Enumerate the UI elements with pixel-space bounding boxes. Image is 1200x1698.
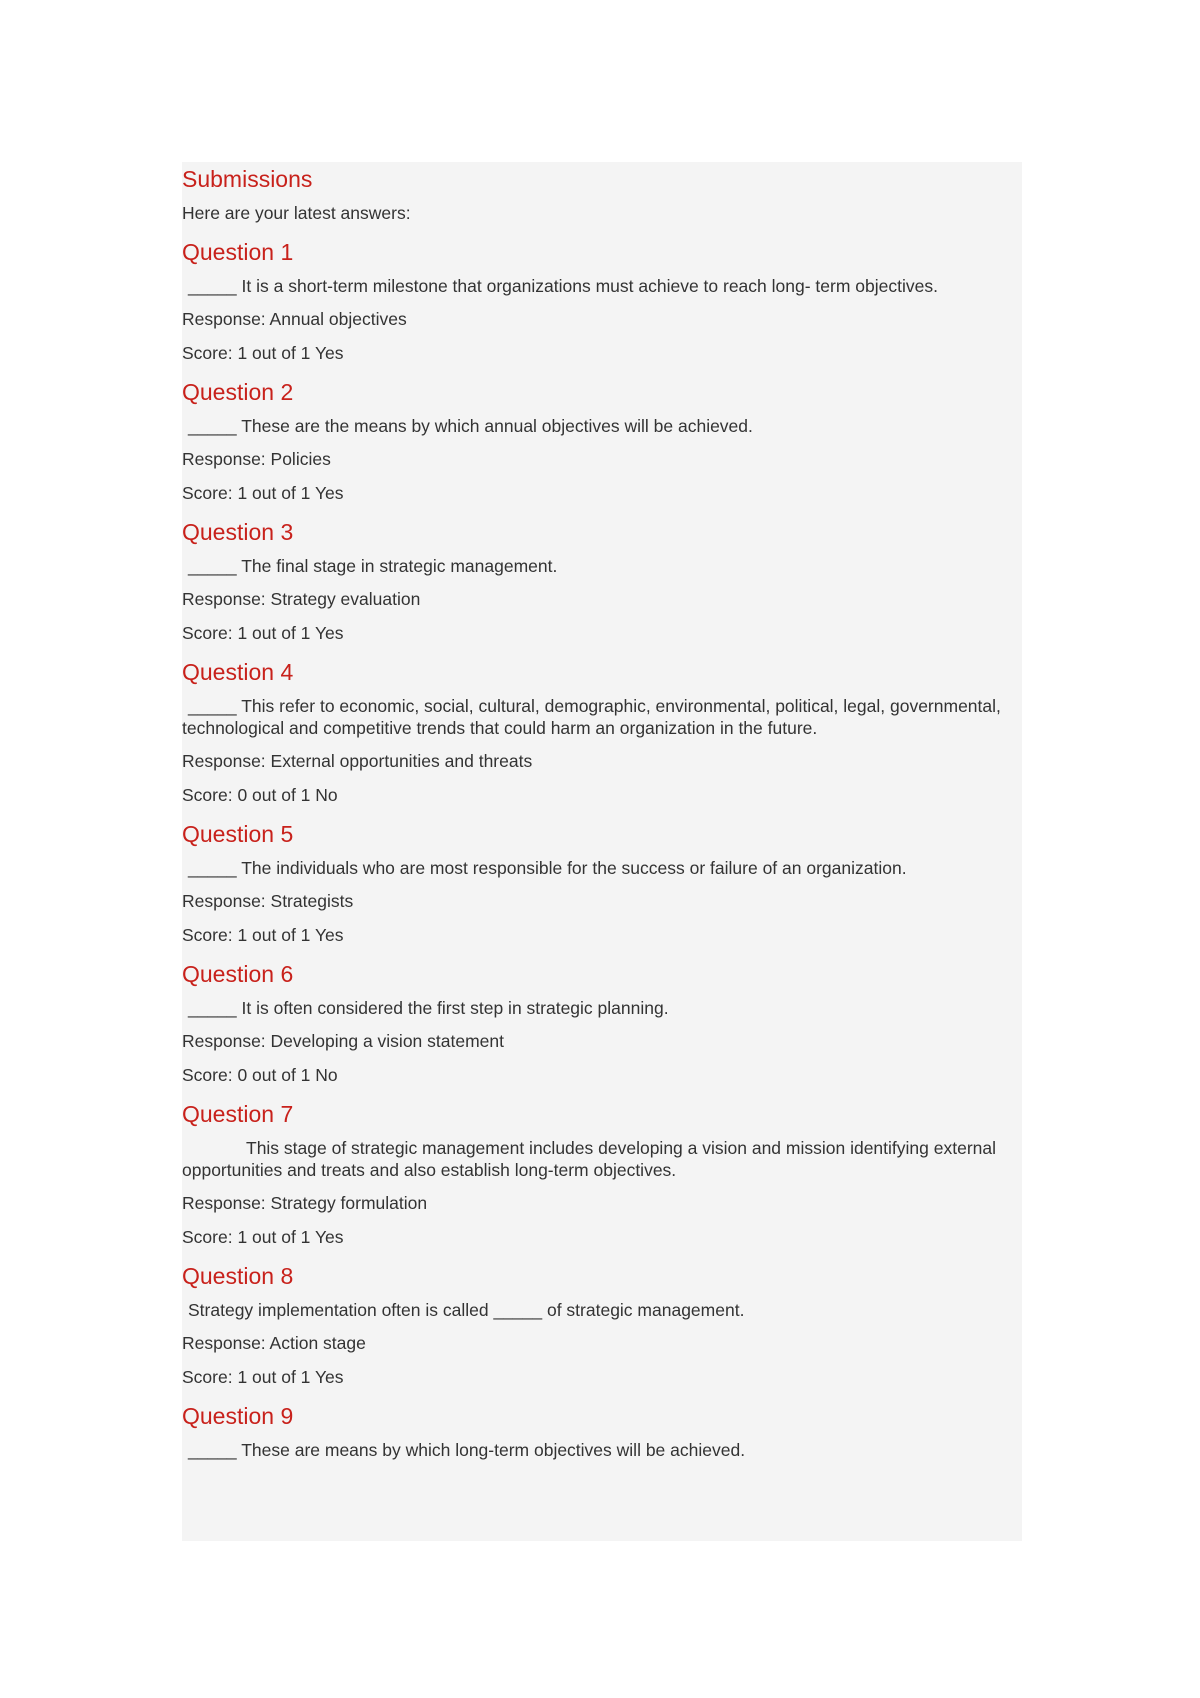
question-response: Response: Annual objectives <box>182 309 407 329</box>
question-title: Question 4 <box>182 659 294 685</box>
question-title: Question 7 <box>182 1101 294 1127</box>
question-text: _____ These are means by which long-term objectives will be achieved. <box>188 1440 746 1460</box>
question-8 <box>182 1262 1022 1388</box>
question-response: Response: Strategy formulation <box>182 1193 428 1213</box>
question-title: Question 8 <box>182 1263 294 1289</box>
question-title: Question 6 <box>182 961 294 987</box>
question-text: _____ It is often considered the first step in strategic planning. <box>188 998 669 1018</box>
question-6 <box>182 960 1022 1086</box>
question-response: Response: Action stage <box>182 1333 366 1353</box>
submissions-panel <box>182 162 1022 1541</box>
question-response: Response: Policies <box>182 449 331 469</box>
question-text: This stage of strategic management includes developing a vision and mission identifying external opportunities and treats and also establish long-term objectives. <box>182 1138 997 1180</box>
question-2 <box>182 378 1022 504</box>
question-3 <box>182 518 1022 644</box>
question-score: Score: 0 out of 1 No <box>182 785 338 805</box>
question-title: Question 9 <box>182 1403 294 1429</box>
question-score: Score: 1 out of 1 Yes <box>182 925 344 945</box>
question-score: Score: 1 out of 1 Yes <box>182 343 344 363</box>
question-response: Response: Strategists <box>182 891 354 911</box>
question-score: Score: 1 out of 1 Yes <box>182 1227 344 1247</box>
question-text: _____ These are the means by which annual objectives will be achieved. <box>188 416 753 436</box>
question-title: Question 1 <box>182 239 294 265</box>
question-response: Response: Strategy evaluation <box>182 589 421 609</box>
question-text: _____ It is a short-term milestone that organizations must achieve to reach long- term objectives. <box>188 276 938 296</box>
question-response: Response: External opportunities and threats <box>182 751 533 771</box>
question-score: Score: 1 out of 1 Yes <box>182 1367 344 1387</box>
intro-text: Here are your latest answers: <box>182 203 411 223</box>
question-title: Question 2 <box>182 379 294 405</box>
question-text: Strategy implementation often is called _____ of strategic management. <box>188 1300 745 1320</box>
question-title: Question 5 <box>182 821 294 847</box>
question-9 <box>182 1402 1022 1461</box>
question-response: Response: Developing a vision statement <box>182 1031 504 1051</box>
question-text: _____ This refer to economic, social, cultural, demographic, environmental, political, legal, governmental, technological and competitive trends that could harm an organization in the future. <box>182 696 1001 738</box>
question-7 <box>182 1100 1022 1248</box>
question-score: Score: 0 out of 1 No <box>182 1065 338 1085</box>
question-score: Score: 1 out of 1 Yes <box>182 623 344 643</box>
question-title: Question 3 <box>182 519 294 545</box>
question-1 <box>182 238 1022 364</box>
question-4 <box>182 658 1022 806</box>
question-score: Score: 1 out of 1 Yes <box>182 483 344 503</box>
question-5 <box>182 820 1022 946</box>
page-title: Submissions <box>182 166 313 192</box>
question-text: _____ The individuals who are most responsible for the success or failure of an organization. <box>188 858 907 878</box>
question-text: _____ The final stage in strategic management. <box>188 556 558 576</box>
